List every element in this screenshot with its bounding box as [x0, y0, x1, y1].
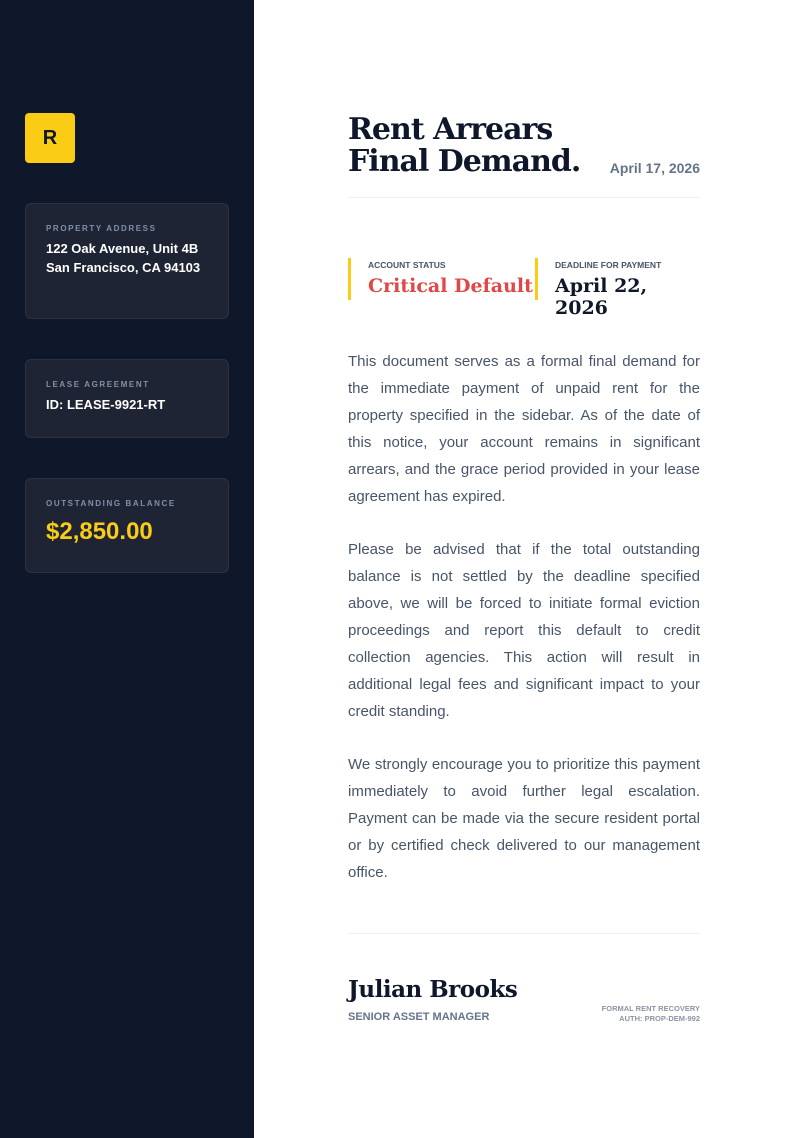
lease-agreement-card: [25, 359, 229, 438]
signatory-role: SENIOR ASSET MANAGER: [348, 1011, 490, 1023]
lease-agreement-label: LEASE AGREEMENT: [46, 380, 150, 389]
reference-line-1: FORMAL RENT RECOVERY: [601, 1004, 700, 1013]
divider: [348, 197, 700, 198]
property-address-label: PROPERTY ADDRESS: [46, 224, 157, 233]
outstanding-balance-value: $2,850.00: [46, 518, 153, 545]
lease-id: ID: LEASE-9921-RT: [46, 397, 166, 412]
reference-info: [602, 1004, 700, 1024]
logo: R: [25, 113, 75, 163]
signatory-name: Julian Brooks: [348, 976, 518, 1003]
property-address-line1: 122 Oak Avenue, Unit 4B: [46, 241, 199, 256]
paragraph: We strongly encourage you to prioritize this payment immediately to avoid further legal escalation. Payment can be made via the secure resident portal or by certified check delivered to our management office.: [348, 756, 700, 881]
payment-deadline: [535, 258, 700, 319]
account-status-label: ACCOUNT STATUS: [368, 260, 446, 270]
divider: [348, 933, 700, 934]
sidebar: [0, 0, 254, 1138]
title-line-2: Final Demand.: [348, 144, 581, 179]
outstanding-balance-card: [25, 478, 229, 573]
letter-date: April 17, 2026: [609, 160, 700, 176]
account-status: [348, 258, 533, 300]
account-status-value: Critical Default: [368, 275, 533, 297]
paragraph: This document serves as a formal final demand for the immediate payment of unpaid rent for the property specified in the sidebar. As of the date of this notice, your account remains in significant arrears, and the grace period provided in your lease agreement has expired.: [348, 353, 700, 505]
deadline-value: April 22, 2026: [555, 275, 648, 319]
property-address-line2: San Francisco, CA 94103: [46, 259, 201, 275]
property-address-card: [25, 203, 229, 319]
title-line-1: Rent Arrears: [348, 112, 553, 147]
paragraph: Please be advised that if the total outstanding balance is not settled by the deadline specified above, we will be forced to initiate formal eviction proceedings and report this default to credit collection agencies. This action will result in additional legal fees and significant impact to your credit standing.: [348, 541, 700, 720]
letter-body: [348, 348, 700, 912]
outstanding-balance-label: OUTSTANDING BALANCE: [46, 499, 176, 508]
page-title: [348, 114, 580, 178]
reference-line-2: AUTH: PROP-DEM-992: [619, 1014, 700, 1023]
deadline-label: DEADLINE FOR PAYMENT: [555, 260, 662, 270]
